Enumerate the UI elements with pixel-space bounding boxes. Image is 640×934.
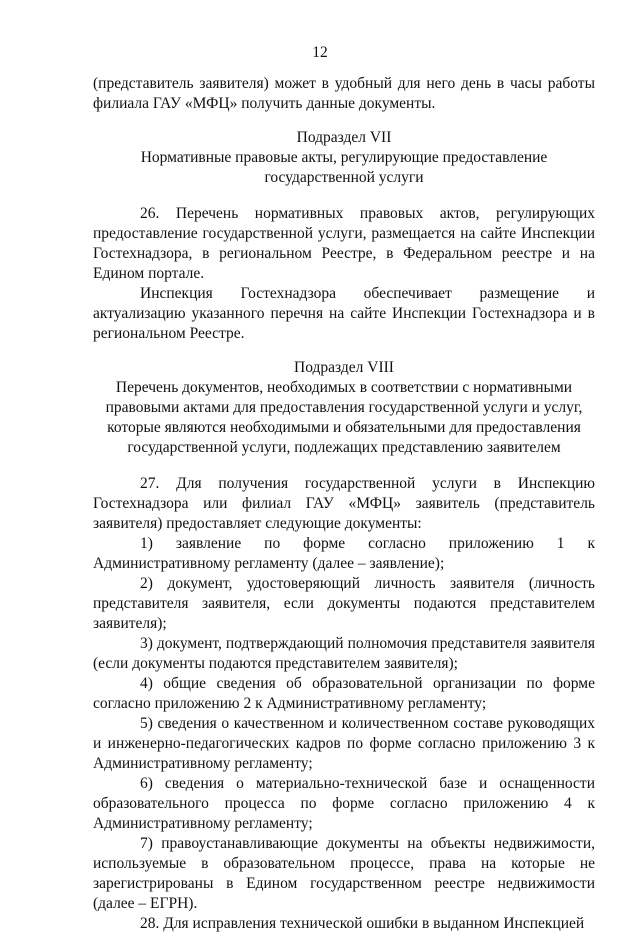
subsection-7-title-line: Нормативные правовые акты, регулирующие предоставление (140, 149, 548, 166)
subsection-8-title-line: которые являются необходимыми и обязательными для предоставления (107, 419, 581, 436)
paragraph-27: 27. Для получения государственной услуги в Инспекцию Гостехнадзора или филиал ГАУ «МФЦ» заявитель (представитель заявителя) предоставляет следующие документы: (93, 475, 595, 532)
list-item-7: 7) правоустанавливающие документы на объекты недвижимости, используемые в образовательном процессе, права на которые не зарегистрированы в Едином государственном реестре недвижимости (далее – ЕГРН). (93, 835, 595, 912)
subsection-8-label: Подраздел VIII (294, 359, 394, 376)
subsection-7-heading (93, 128, 595, 188)
page-number: 12 (312, 44, 328, 61)
paragraph-intro: (представитель заявителя) может в удобный для него день в часы работы филиала ГАУ «МФЦ» получить данные документы. (93, 75, 595, 112)
subsection-8-title-line: государственной услуги, подлежащих представлению заявителем (127, 439, 561, 456)
list-item-4: 4) общие сведения об образовательной организации по форме согласно приложению 2 к Административному регламенту; (93, 675, 595, 712)
list-item-3: 3) документ, подтверждающий полномочия представителя заявителя (если документы подаются представителем заявителя); (93, 635, 595, 672)
subsection-7-label: Подраздел VII (296, 129, 392, 146)
subsection-8-title-line: правовыми актами для предоставления государственной услуги и услуг, (105, 399, 583, 416)
paragraph-26: 26. Перечень нормативных правовых актов, регулирующих предоставление государственной услуги, размещается на сайте Инспекции Гостехнадзора, в региональном Реестре, в Федеральном реестре и на Едином портале. (93, 205, 595, 282)
list-item-1: 1) заявление по форме согласно приложению 1 к Административному регламенту (далее – заявление); (93, 535, 595, 572)
list-item-2: 2) документ, удостоверяющий личность заявителя (личность представителя заявителя, если документы подаются представителем заявителя); (93, 575, 595, 632)
list-item-5: 5) сведения о качественном и количественном составе руководящих и инженерно-педагогических кадров по форме согласно приложению 3 к Административному регламенту; (93, 715, 595, 772)
list-item-6: 6) сведения о материально-технической базе и оснащенности образовательного процесса по форме согласно приложению 4 к Административному регламенту; (93, 775, 595, 832)
paragraph-28: 28. Для исправления технической ошибки в выданном Инспекцией (140, 915, 585, 932)
subsection-8-title-line: Перечень документов, необходимых в соответствии с нормативными (115, 379, 573, 396)
subsection-8-heading (93, 358, 595, 458)
paragraph-inspection-list: Инспекция Гостехнадзора обеспечивает размещение и актуализацию указанного перечня на сайте Инспекции Гостехнадзора и в региональном Реестре. (93, 285, 595, 342)
document-body (93, 74, 595, 934)
subsection-7-title-line: государственной услуги (264, 169, 424, 186)
